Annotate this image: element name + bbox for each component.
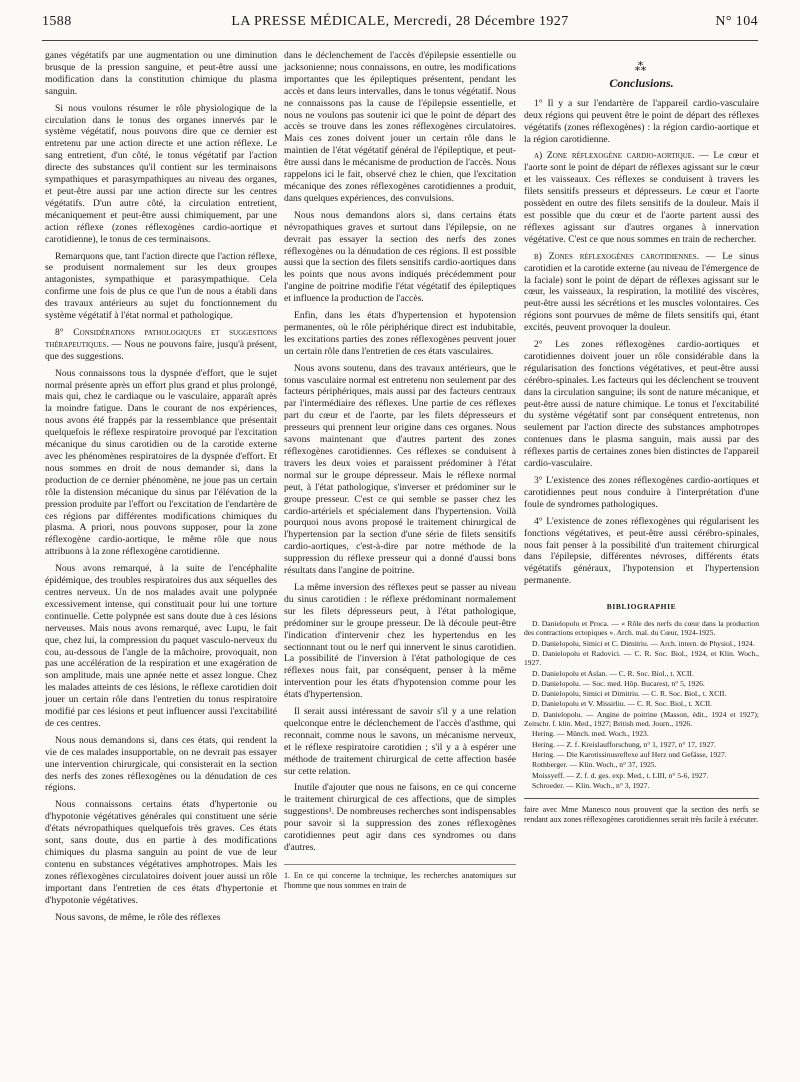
paragraph: Nous avons remarqué, à la suite de l'encéphalite épidémique, des troubles respiratoires dus aux séquelles des centres nerveux. Un de nos malades avait une polypnée excessivement intense, qui constituait pour lui une torture continuelle. Cette polypnée est sans doute due à ces lésions nerveuses. Mais nous avons remarqué, avec Lupu, le fait que, chez lui, la compression du paquet vasculo-nerveux du cou, au-dessous de l'angle de la mâchoire, provoquait, non pas une accélération de la respiration et une exagération de son amplitude, mais une apnée nette et assez longue. Chez les malades atteints de ces lésions, le réflexe carotidien doit jouer un certain rôle dans l'entretien du tonus respiratoire modifié par ces lésions et peut influencer aussi l'excitabilité de ces centres. xyxy=(45,563,277,729)
bibliography-entry: Hering. — Münch. med. Woch., 1923. xyxy=(532,729,649,739)
subhead-cardio-aortic: a) Zone réflexogène cardio-aortique. xyxy=(534,150,695,162)
bibliography-list xyxy=(524,619,759,790)
column-2 xyxy=(284,50,516,891)
conclusion-4: 4° L'existence de zones réflexogènes qui régularisent les fonctions végétatives, et peut-être aussi cérébro-spinales, nous fait penser à la possibilité d'un traitement chirurgical dans l'épilepsie, différentes névroses, différents états végétatifs généraux, l'hypotension et l'hypertension permanente. xyxy=(524,515,759,587)
bibliography-entry: D. Danielopolu et V. Missirliu. — C. R. Soc. Biol., t. XCII. xyxy=(532,699,713,709)
paragraph: Nous connaissons tous la dyspnée d'effort, que le sujet normal présente après un effort plus grand et plus prolongé, mais qui, chez le cardiaque ou le vasculaire, apparaît après la moindre fatigue. Dans le courant de nos expériences, nous avons été frappés par la ressemblance que présentait quelquefois le réflexe respiratoire provoqué par l'excitation mécanique du sinus carotidien ou de la carotide externe avec les phénomènes respiratoires de la dyspnée d'effort. Et nous sommes en droit de nous demander si, dans la production de ce dernier phénomène, ne joue pas un certain rôle la distension mécanique du sinus par l'élévation de la pression produite par l'effort ou l'excitation de l'endartère de ces régions par différentes modifications chimiques du plasma. A priori, nous pouvons supposer, pour la zone réflexogène cardio-aortique, le même rôle que nous attribuons à la zone réflexogène carotidienne. xyxy=(45,367,277,558)
section-paragraph xyxy=(45,327,277,363)
journal-title: LA PRESSE MÉDICALE, Mercredi, 28 Décembre 1927 xyxy=(231,14,569,29)
bibliography-title: BIBLIOGRAPHIE xyxy=(606,602,677,612)
paragraph: Nous connaissons certains états d'hypertonie ou d'hypotonie végétatives générales qui constituent une série d'états névropathiques quelquefois très graves. Ces états sont, sans doute, dus en partie à des modifications chimiques du plasma sanguin au point de vue de leur contenu en substances végétatives amphotropes. Mais les zones réflexogènes circulatoires doivent jouer aussi un rôle important dans l'entretien de ces états d'hypertonie et d'hypotonie végétatives. xyxy=(45,799,277,906)
paragraph: Remarquons que, tant l'action directe que l'action réflexe, se produisent normalement sur les deux groupes antagonistes, sympathique et parasympathique. Cela confirme une fois de plus ce que l'un de nous a établi dans des travaux antérieurs au sujet du fonctionnement du système végétatif à l'état normal et pathologique. xyxy=(45,250,277,322)
page-number: 1588 xyxy=(42,14,72,29)
section-heading: 8° Considérations pathologiques et suggestions thérapeutiques. xyxy=(45,326,277,350)
bibliography-entry: Hering. — Z. f. Kreislaufforschung, n° 1, 1927, n° 17, 1927. xyxy=(532,739,716,749)
bibliography-entry: D. Danielopolu et Radovici. — C. R. Soc. Biol., 1924, et Klin. Woch., 1927. xyxy=(524,648,759,668)
bibliography-entry: Rothberger. — Klin. Woch., n° 37, 1925. xyxy=(532,760,657,770)
paragraph: ganes végétatifs par une augmentation ou une diminution brusque de la pression sanguine, et peut-être aussi une modification dans la constitution chimique du plasma sanguin. xyxy=(45,50,277,97)
bibliography-entry: D. Danielopolu et Aslan. — C. R. Soc. Biol., t. XCII. xyxy=(532,668,694,678)
paragraph: dans le déclenchement de l'accès d'épilepsie essentielle ou jacksonienne; nous connaissons, en outre, les modifications importantes que les épileptiques présentent, pendant les accès et dans leurs intervalles, dans le tonus végétatif. Nous ne connaissons pas la cause de l'épilepsie essentielle, et nous ne voulons pas soutenir ici que le point de départ des accès se trouve dans les zones réflexogènes circulatoires. Mais ces zones doivent jouer un certain rôle dans le maintien de l'état végétatif général de l'épileptique, et peut-être aussi dans le mécanisme de production de l'accès. Nous rappelons ici le fait, observé chez le chien, que l'excitation mécanique des zones réflexogènes carotidiennes a produit, dans quelques expériences, des convulsions. xyxy=(284,50,516,204)
paragraph: La même inversion des réflexes peut se passer au niveau du sinus carotidien : le réflexe prédominant normalement sur les filets dépresseurs peut, à l'état pathologique, prédominer sur le groupe presseur. De là découle peut-être l'indication d'intervenir chez les hypertendus en les sectionnant tout ou le nerf qui innervent le sinus carotidien. La possibilité de l'inversion à l'état pathologique de ces réflexes nous fait, par conséquent, penser à la même intervention pour les états d'hypotension comme pour les états d'hypertension. xyxy=(284,581,516,701)
conclusion-3: 3° L'existence des zones réflexogènes cardio-aortiques et carotidiennes peut nous conduire à l'interprétation d'une foule de syndromes pathologiques. xyxy=(524,475,759,510)
paragraph: Enfin, dans les états d'hypertension et hypotension permanentes, où le rôle périphérique direct est indubitable, les excitations parties des zones réflexogènes peuvent jouer un certain rôle dans l'entretien de ces états vasculaires. xyxy=(284,310,516,357)
bibliography-entry: D. Danielopolu, Simici et Dimitriu. — C. R. Soc. Biol., t. XCII. xyxy=(532,689,727,699)
paragraph: Il serait aussi intéressant de savoir s'il y a une relation quelconque entre le déclenchement de l'accès d'asthme, qui reconnait, comme nous le savons, un mécanisme nerveux, et le réflexe respiratoire carotidien ; s'il y a à espérer une méthode de traitement chirurgical de cette affection basée sur cette relation. xyxy=(284,706,516,777)
conclusion-1a xyxy=(524,150,759,245)
paragraph: Nous nous demandons si, dans ces états, qui rendent la vie de ces malades insupportable, on ne devrait pas essayer une intervention chirurgicale, qui consisterait en la section des nerfs des zones réflexogènes ou la dénudation de ces régions. xyxy=(45,734,277,794)
footnote-continuation: faire avec Mme Manesco nous prouvent que la section des nerfs se rendant aux zones réflexogènes carotidiennes serait très facile à exécuter. xyxy=(524,805,759,825)
section-ornament: ⁂ xyxy=(634,60,649,74)
issue-number: N° 104 xyxy=(715,14,758,29)
paragraph: Nous avons soutenu, dans des travaux antérieurs, que le tonus vasculaire normal est entretenu non seulement par des facteurs périphériques, mais aussi par des facteurs centraux par l'intermédiaire des réflexes. Une partie de ces réflexes part du cœur et de l'aorte, par les filets dépresseurs et presseurs qui prennent leur origine dans ces organes. Nous savons maintenant que d'autres partent des zones réflexogènes carotidiennes. Ces réflexes se conduisent à travers les deux voies et paraissent prédominer à l'état normal sur le groupe dépresseur. Mais le réflexe normal peut, à l'état pathologique, s'inverser et prédominer sur le groupe presseur. C'est ce qui semble se passer chez les cardio-artériels et spécialement dans l'hypertension. Voilà pourquoi nous avons proposé le traitement chirurgical de l'hypertension par la section d'une série de filets sensitifs cardio-aortiques, c'est-à-dire par notre méthode de la suppression du réflexe presseur qui a donné d'aussi bons résultats dans l'angine de poitrine. xyxy=(284,362,516,577)
section-text: — Nous ne pouvons faire, jusqu'à présent, que des suggestions. xyxy=(45,338,277,362)
subhead-text: — Le cœur et l'aorte sont le point de départ de réflexes agissant sur le cœur et les vaisseaux. Ces réflexes se conduisent à travers les filets sensitifs presseurs et dépresseurs. Le cœur et l'aorte possèdent en outre des filets sensitifs de la douleur. Mais il est possible que du cœur et de l'aorte partent aussi des réflexes agissant sur d'autres organes à innervation végétative. C'est ce que nous sommes en train de rechercher. xyxy=(524,150,759,245)
conclusion-1: 1° Il y a sur l'endartère de l'appareil cardio-vasculaire deux régions qui peuvent être le point de départ des réflexes végétatifs (zones réflexogènes) : la région cardio-aortique et la région carotidienne. xyxy=(524,97,759,145)
bibliography-entry: Schroeder. — Klin. Woch., n° 3, 1927. xyxy=(532,780,650,790)
header-rule xyxy=(42,40,758,41)
paragraph: Nous savons, de même, le rôle des réflexes xyxy=(55,911,221,923)
bibliography-entry: D. Danielopolu. — Soc. med. Hôp. Bucarest, n° 5, 1926. xyxy=(532,678,705,688)
bibliography-entry: Moissyeff. — Z. f. d. ges. exp. Med., t. LIII, n° 5-6, 1927. xyxy=(532,770,709,780)
column-rule xyxy=(524,798,759,799)
conclusion-2: 2° Les zones réflexogènes cardio-aortiques et carotidiennes doivent jouer un rôle considérable dans la régularisation des fonctions végétatives, et peut-être aussi cérébro-spinales. Les facteurs qui les déclenchent se trouvent dans la circulation sanguine; ils sont de nature mécanique, et peut-être aussi de nature chimique. Le tonus et l'excitabilité du système végétatif sont par conséquent entretenus, non seulement par l'action directe des substances amphotropes contenues dans le plasma sanguin, mais aussi par des réflexes partis de certaines zones bien distinctes de l'appareil cardio-vasculaire. xyxy=(524,339,759,470)
column-1 xyxy=(45,50,277,928)
subhead-carotid: b) Zones réflexogènes carotidiennes. xyxy=(534,250,700,262)
paragraph: Si nous voulons résumer le rôle physiologique de la circulation dans le tonus des organes innervés par le système végétatif, nous pouvons dire que ce dernier est entretenu par une action directe et une action réflexe. Le sang entretient, d'un côté, le tonus végétatif par l'action directe des substances qu'il contient sur les terminaisons sympathiques et parasympathiques au niveau des organes, et peut-être aussi par une action directe sur les centres végétatifs. D'un autre côté, la circulation entretient, mécaniquement et peut-être aussi chimiquement, par une action réflexe (zones réflexogènes cardio-aortique et carotidienne), le tonus de ces terminaisons. xyxy=(45,102,277,245)
conclusions-title: Conclusions. xyxy=(609,75,674,90)
paragraph: Nous nous demandons alors si, dans certains états névropathiques graves et surtout dans l'épilepsie, on ne devrait pas essayer la section des nerfs des zones réflexogènes ou la dénudation de ces régions. Il est possible aussi que la section des filets sensitifs cardio-aortiques dans les points que nous avons indiqués précédemment pour l'angine de poitrine modifie l'état végétatif des épileptiques et influence la production de l'accès. xyxy=(284,209,516,305)
bibliography-entry: D. Danielopolu et Proca. — « Rôle des nerfs du cœur dans la production des contractions ectopiques ». Arch. mal. du Cœur, 1924-1925. xyxy=(524,619,759,638)
bibliography-entry: D. Danielopolu. — Angine de poitrine (Masson, édit., 1924 et 1927); Zeitschr. f. klin. Med., 1927; British med. Journ., 1926. xyxy=(524,709,759,729)
paragraph: Inutile d'ajouter que nous ne faisons, en ce qui concerne le traitement chirurgical de ces affections, que de simples suggestions¹. De nombreuses recherches sont indispensables pour savoir si la suppression des zones réflexogènes carotidiennes peut agir dans ces syndromes ou dans d'autres. xyxy=(284,782,517,853)
column-3 xyxy=(524,50,759,825)
page-header xyxy=(42,14,758,36)
footnote: 1. En ce qui concerne la technique, les recherches anatomiques sur l'homme que nous sommes en train de xyxy=(284,864,516,891)
bibliography-entry: D. Danielopolu, Simici et C. Dimitriu. — Arch. intern. de Physiol., 1924. xyxy=(532,638,755,648)
subhead-text: — Le sinus carotidien et la carotide externe (au niveau de l'émergence de la faciale) sont le point de départ de réflexes agissant sur le cœur, les vaisseaux, la respiration, la motilité des viscères, peut-être aussi les sécrétions et les muscles volontaires. Ces régions sont pourvues de même de filets sensitifs qui, étant excités, peuvent provoquer la douleur. xyxy=(524,250,760,334)
conclusion-1b xyxy=(524,251,759,334)
bibliography-entry: Hering. — Die Karotissinusreflexe auf Herz und Gefässe, 1927. xyxy=(532,749,727,759)
